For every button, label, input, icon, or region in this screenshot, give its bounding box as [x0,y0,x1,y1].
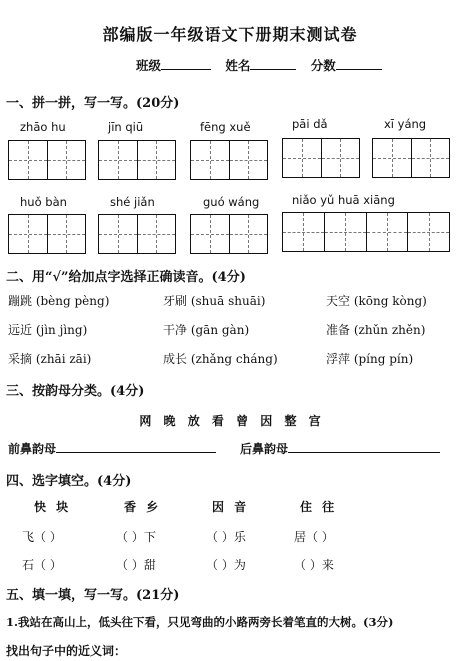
question-text: 1.我站在高山上，低头往下看，只见弯曲的小路两旁长着笔直的大树。(3分) [6,615,394,629]
name-label: 姓名 [225,58,251,73]
section-5-heading: 五、填一填，写一写。(21分) [6,588,180,603]
writing-grid[interactable] [190,140,268,180]
reading-choice-item[interactable]: 成长 (zhǎng cháng) [163,352,278,366]
char-pair: 住 往 [300,500,335,514]
reading-choice-item[interactable]: 远近 (jìn jìng) [8,323,88,337]
student-info-row [136,56,392,74]
front-nasal-label: 前鼻韵母 [8,442,57,456]
front-nasal-row [8,440,216,457]
reading-choice-item[interactable]: 天空 (kōng kòng) [326,294,427,308]
fill-blank-item[interactable]: （ ）乐 [206,530,246,544]
class-blank[interactable] [161,57,211,70]
writing-grid[interactable] [98,140,176,180]
reading-choice-item[interactable]: 牙刷 (shuā shuāi) [163,294,266,308]
back-nasal-blank[interactable] [288,440,440,453]
name-blank[interactable] [250,57,296,70]
back-nasal-label: 后鼻韵母 [240,442,289,456]
writing-grid[interactable] [190,214,268,254]
reading-choice-item[interactable]: 采摘 (zhāi zāi) [8,352,92,366]
reading-choice-item[interactable]: 干净 (gān gàn) [163,323,250,337]
pinyin-label: pāi dǎ [292,117,328,131]
pinyin-label: zhāo hu [20,120,66,134]
reading-choice-item[interactable]: 准备 (zhǔn zhěn) [326,323,426,337]
writing-grid[interactable] [372,138,450,178]
char-pair: 因 音 [212,500,247,514]
fill-blank-item[interactable]: 居（ ） [294,530,334,544]
question-prompt: 找出句子中的近义词： [6,644,127,658]
front-nasal-blank[interactable] [56,440,216,453]
char-pair: 快 块 [34,500,69,514]
fill-blank-item[interactable]: 飞（ ） [22,530,62,544]
class-label: 班级 [136,58,162,73]
fill-blank-item[interactable]: 石（ ） [22,558,62,572]
pinyin-label: xī yáng [384,117,427,131]
writing-grid[interactable] [98,214,176,254]
score-label: 分数 [310,58,336,73]
page-title: 部编版一年级语文下册期末测试卷 [102,25,358,44]
writing-grid[interactable] [8,140,86,180]
pinyin-label: fēng xuě [200,120,251,134]
section-3-heading: 三、按韵母分类。(4分) [6,384,145,399]
fill-blank-item[interactable]: （ ）甜 [116,558,156,572]
section-2-heading: 二、用“√”给加点字选择正确读音。(4分) [6,270,246,285]
back-nasal-row [240,440,440,457]
section-1-heading: 一、拼一拼，写一写。(20分) [6,96,180,111]
score-blank[interactable] [336,57,382,70]
writing-grid[interactable] [8,214,86,254]
pinyin-label: shé jiǎn [110,195,155,209]
pinyin-label: huǒ bàn [20,195,67,209]
fill-blank-item[interactable]: （ ）来 [294,558,334,572]
char-pair: 香 乡 [124,500,159,514]
writing-grid[interactable] [282,212,450,252]
pinyin-label: guó wáng [203,195,260,209]
pinyin-label: niǎo yǔ huā xiāng [292,193,395,207]
character-list: 网 晚 放 看 曾 因 整 宫 [139,414,321,428]
pinyin-label: jīn qiū [108,120,144,134]
reading-choice-item[interactable]: 浮萍 (píng pín) [326,352,414,366]
section-4-heading: 四、选字填空。(4分) [6,474,132,489]
writing-grid[interactable] [282,138,360,178]
reading-choice-item[interactable]: 蹦跳 (bèng pèng) [8,294,110,308]
fill-blank-item[interactable]: （ ）为 [206,558,246,572]
fill-blank-item[interactable]: （ ）下 [116,530,156,544]
